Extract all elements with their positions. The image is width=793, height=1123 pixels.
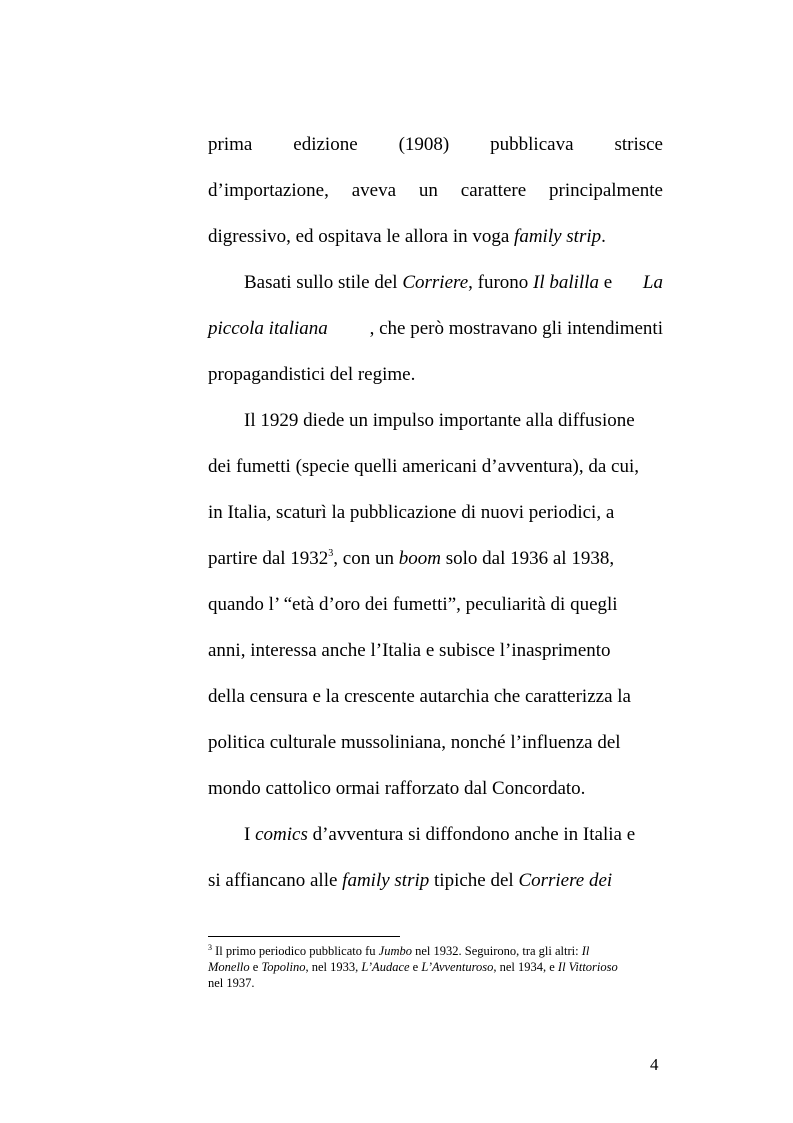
word: principalmente xyxy=(549,180,663,201)
text-line xyxy=(244,824,663,846)
text-line xyxy=(208,180,663,202)
text-line xyxy=(208,732,663,754)
footnote-divider xyxy=(208,936,400,937)
text-line xyxy=(208,502,663,524)
text-line xyxy=(208,226,663,248)
text: propagandistici del regime. xyxy=(208,364,416,385)
text-line xyxy=(208,594,663,616)
italic-text: La xyxy=(642,272,663,293)
footnote-line: Monello e Topolino, nel 1933, L’Audace e L’Avventuroso, nel 1934, e Il Vittorioso xyxy=(208,960,618,974)
text-line xyxy=(208,318,663,340)
text: d’avventura si diffondono anche in Italia e xyxy=(307,824,636,845)
segment: partire dal 1932$^3$, con un boom solo dal 1936 al 1938, xyxy=(208,548,615,569)
italic-text: family strip xyxy=(514,226,602,247)
word: carattere xyxy=(460,180,527,201)
text: mondo cattolico ormai rafforzato dal Concordato. xyxy=(208,778,586,799)
text: tipiche del xyxy=(429,870,519,891)
word: (1908) xyxy=(398,134,450,155)
text: Il 1929 diede un impulso importante alla diffusione xyxy=(244,410,635,431)
text-line xyxy=(208,134,663,156)
text: della censura e la crescente autarchia che caratterizza la xyxy=(208,686,631,707)
text-line xyxy=(208,640,663,662)
word: edizione xyxy=(293,134,358,155)
text-line xyxy=(208,364,663,386)
footnote-line: nel 1937. xyxy=(208,976,255,990)
italic-text: family strip xyxy=(342,870,430,891)
footnote-line: $^3$ Il primo periodico pubblicato fu Jumbo nel 1932. Seguirono, tra gli altri: Il xyxy=(208,943,590,958)
word: strisce xyxy=(614,134,663,155)
word: prima xyxy=(208,134,253,155)
text-line xyxy=(208,456,663,478)
text-line xyxy=(208,778,663,800)
text: I xyxy=(244,824,256,845)
text: si affiancano alle xyxy=(208,870,343,891)
text: dei fumetti (specie quelli americani d’avventura), da cui, xyxy=(208,456,640,477)
text: quando l’ “età d’oro dei fumetti”, peculiarità di quegli xyxy=(208,594,618,615)
text-line xyxy=(244,410,663,432)
text: in Italia, scaturì la pubblicazione di nuovi periodici, a xyxy=(208,502,615,523)
text-line xyxy=(208,548,663,570)
italic-text: comics xyxy=(255,824,308,845)
footnote-ref: 3 xyxy=(328,548,334,559)
text: . xyxy=(601,226,606,247)
footnote-marker: 3 xyxy=(208,943,212,952)
segment: Basati sullo stile del Corriere, furono Il balilla e xyxy=(244,272,617,293)
word: un xyxy=(418,180,438,201)
text-line xyxy=(208,686,663,708)
page-number: 4 xyxy=(650,1055,659,1074)
italic-text: piccola italiana xyxy=(208,318,328,339)
text: , che però mostravano gli intendimenti xyxy=(369,318,663,339)
word: aveva xyxy=(351,180,397,201)
text: politica culturale mussoliniana, nonché l’influenza del xyxy=(208,732,621,753)
text-line xyxy=(208,870,663,892)
word: d’importazione, xyxy=(208,180,329,201)
word: pubblicava xyxy=(490,134,574,155)
italic-text: Corriere dei xyxy=(518,870,613,891)
text: anni, interessa anche l’Italia e subisce l’inasprimento xyxy=(208,640,611,661)
text-line xyxy=(244,272,663,294)
text: digressivo, ed ospitava le allora in voga xyxy=(208,226,515,247)
